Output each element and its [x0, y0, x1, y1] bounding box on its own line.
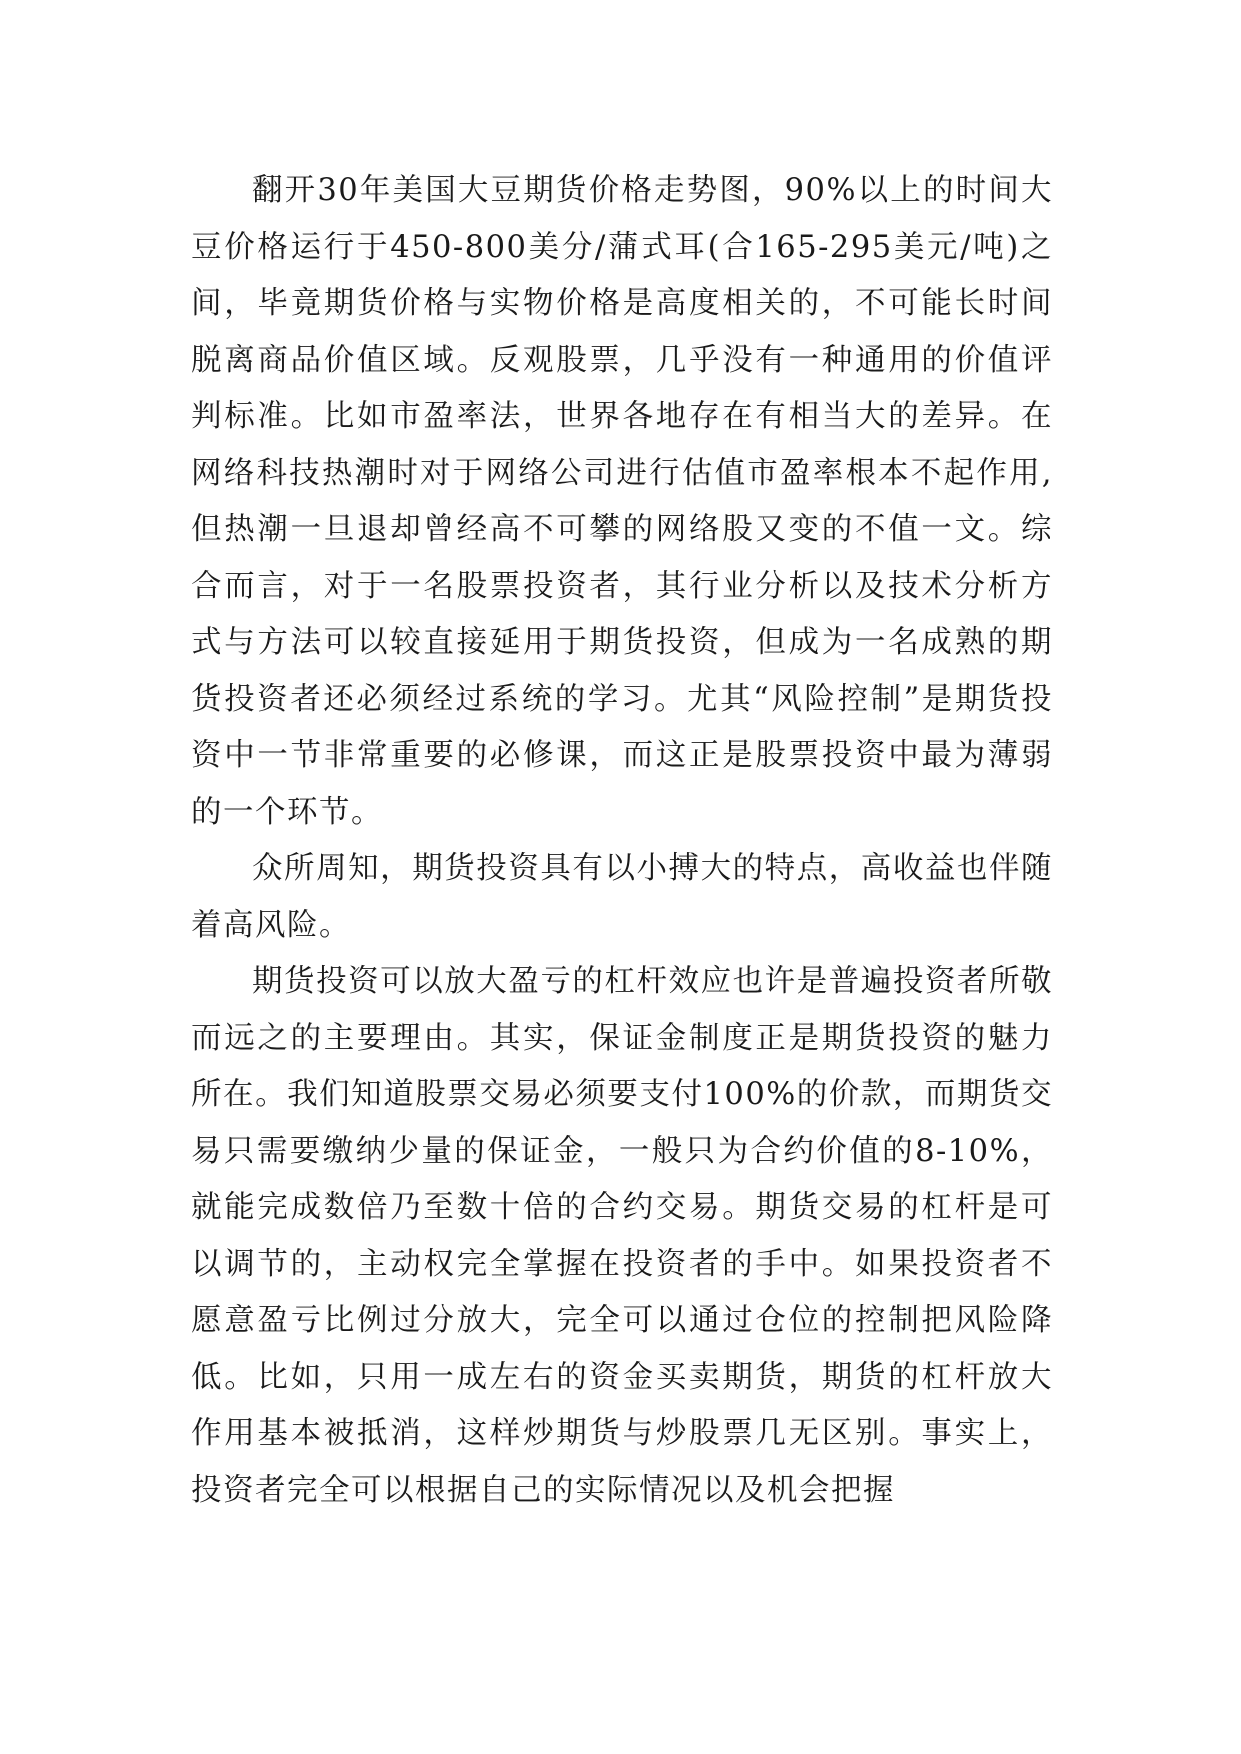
body-text: [191, 163, 1053, 1519]
paragraph-high-risk: 众所周知，期货投资具有以小搏大的特点，高收益也伴随着高风险。: [191, 851, 1053, 943]
paragraph-soybean-futures: 翻开30年美国大豆期货价格走势图，90%以上的时间大豆价格运行于450-800美分/蒲式耳(合165-295美元/吨)之间，毕竟期货价格与实物价格是高度相关的，不可能长时间脱离商品价值区域。反观股票，几乎没有一种通用的价值评判标准。比如市盈率法，世界各地存在有相当大的差异。在网络科技热潮时对于网络公司进行估值市盈率根本不起作用,但热潮一旦退却曾经高不可攀的网络股又变的不值一文。综合而言，对于一名股票投资者，其行业分析以及技术分析方式与方法可以较直接延用于期货投资，但成为一名成熟的期货投资者还必须经过系统的学习。尤其“风险控制”是期货投资中一节非常重要的必修课，而这正是股票投资中最为薄弱的一个环节。: [191, 173, 1053, 830]
paragraph-leverage: 期货投资可以放大盈亏的杠杆效应也许是普遍投资者所敬而远之的主要理由。其实，保证金制度正是期货投资的魅力所在。我们知道股票交易必须要支付100%的价款，而期货交易只需要缴纳少量的保证金，一般只为合约价值的8-10%，就能完成数倍乃至数十倍的合约交易。期货交易的杠杆是可以调节的，主动权完全掌握在投资者的手中。如果投资者不愿意盈亏比例过分放大，完全可以通过仓位的控制把风险降低。比如，只用一成左右的资金买卖期货，期货的杠杆放大作用基本被抵消，这样炒期货与炒股票几无区别。事实上，投资者完全可以根据自己的实际情况以及机会把握: [191, 964, 1053, 1508]
